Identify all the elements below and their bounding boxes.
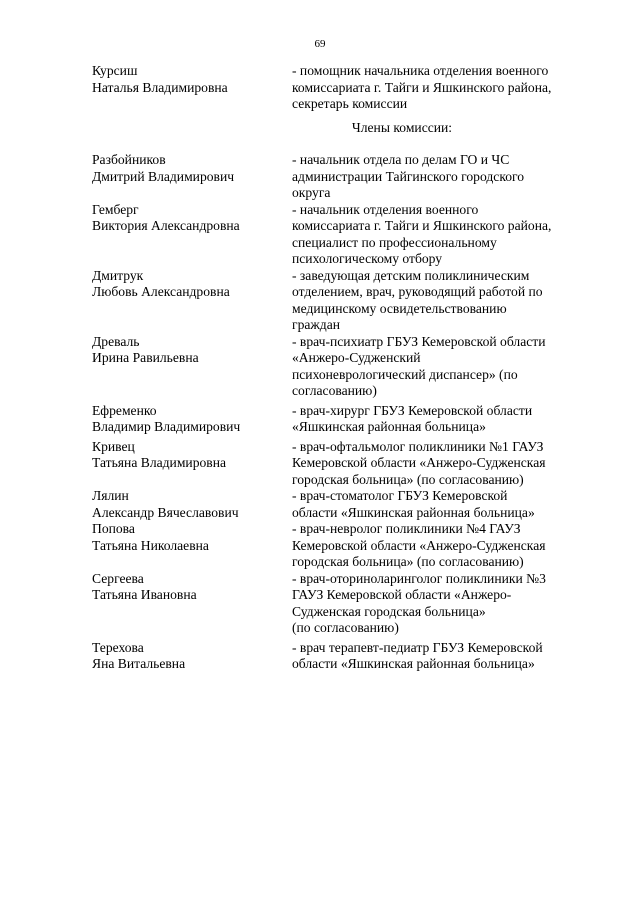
member-entry (92, 268, 602, 334)
member-entry (92, 640, 602, 673)
person-name (92, 202, 292, 268)
person-role: - врач терапевт-педиатр ГБУЗ Кемеровской области «Яшкинская районная больница» (292, 639, 543, 671)
person-name (92, 521, 292, 571)
member-entry (92, 334, 602, 400)
member-entry (92, 403, 602, 436)
surname: Курсиш (92, 63, 138, 78)
members-heading: Члены комиссии: (351, 119, 453, 135)
person-role: - врач-психиатр ГБУЗ Кемеровской области «Анжеро-Судженский психоневрологический диспансер» (по согласованию) (292, 333, 546, 398)
member-entry (92, 439, 602, 489)
person-role: - врач-хирург ГБУЗ Кемеровской области «Яшкинская районная больница» (292, 402, 533, 434)
given-names: Александр Вячеславович (92, 504, 239, 520)
surname: Разбойников (92, 152, 166, 167)
person-name (92, 63, 292, 113)
surname: Попова (92, 521, 135, 536)
given-names: Владимир Владимирович (92, 419, 241, 434)
member-entry (92, 488, 602, 521)
given-names: Любовь Александровна (92, 284, 230, 299)
commission-roster (92, 63, 602, 673)
member-entry (92, 152, 602, 202)
member-entry (92, 202, 602, 268)
person-name (92, 439, 292, 489)
surname: Ефременко (92, 402, 157, 418)
person-role: - врач-оториноларинголог поликлиники №3 ГАУЗ Кемеровской области «Анжеро- Судженская городская больница» (по согласованию) (292, 570, 546, 635)
person-role: - начальник отдела по делам ГО и ЧС администрации Тайгинского городского округа (292, 152, 525, 200)
surname: Дмитрук (92, 267, 144, 283)
person-role: - начальник отделения военного комиссариата г. Тайги и Яшкинского района, специалист по профессиональному психологическому отбору (292, 201, 552, 266)
person-name (92, 488, 292, 521)
person-name (92, 268, 292, 334)
surname: Терехова (92, 639, 144, 655)
given-names: Наталья Владимировна (92, 79, 228, 95)
person-role: - заведующая детским поликлиническим отделением, врач, руководящий работой по медицинскому освидетельствованию граждан (292, 267, 543, 332)
person-name (92, 152, 292, 202)
given-names: Татьяна Ивановна (92, 587, 197, 602)
page-number: 69 (314, 38, 326, 50)
person-name (92, 334, 292, 400)
surname: Гемберг (92, 201, 139, 217)
person-role: - помощник начальника отделения военного комиссариата г. Тайги и Яшкинского района, секретарь комиссии (292, 63, 552, 111)
given-names: Ирина Равильевна (92, 350, 199, 365)
person-role: - врач-стоматолог ГБУЗ Кемеровской области «Яшкинская районная больница» (292, 488, 535, 520)
given-names: Яна Витальевна (92, 656, 186, 671)
surname: Кривец (92, 438, 135, 454)
member-entry (92, 521, 602, 571)
given-names: Татьяна Николаевна (92, 537, 209, 553)
given-names: Дмитрий Владимирович (92, 168, 235, 184)
person-role: - врач-невролог поликлиники №4 ГАУЗ Кемеровской области «Анжеро-Судженская городская больница» (по согласованию) (292, 521, 546, 569)
surname: Древаль (92, 333, 140, 349)
given-names: Татьяна Владимировна (92, 455, 227, 470)
secretary-entry (92, 63, 602, 113)
person-name (92, 571, 292, 637)
given-names: Виктория Александровна (92, 218, 240, 233)
person-name (92, 403, 292, 436)
person-name (92, 640, 292, 673)
surname: Лялин (92, 488, 129, 503)
person-role: - врач-офтальмолог поликлиники №1 ГАУЗ Кемеровской области «Анжеро-Судженская городская больница» (по согласованию) (292, 438, 546, 487)
member-entry (92, 571, 602, 637)
surname: Сергеева (92, 570, 144, 586)
